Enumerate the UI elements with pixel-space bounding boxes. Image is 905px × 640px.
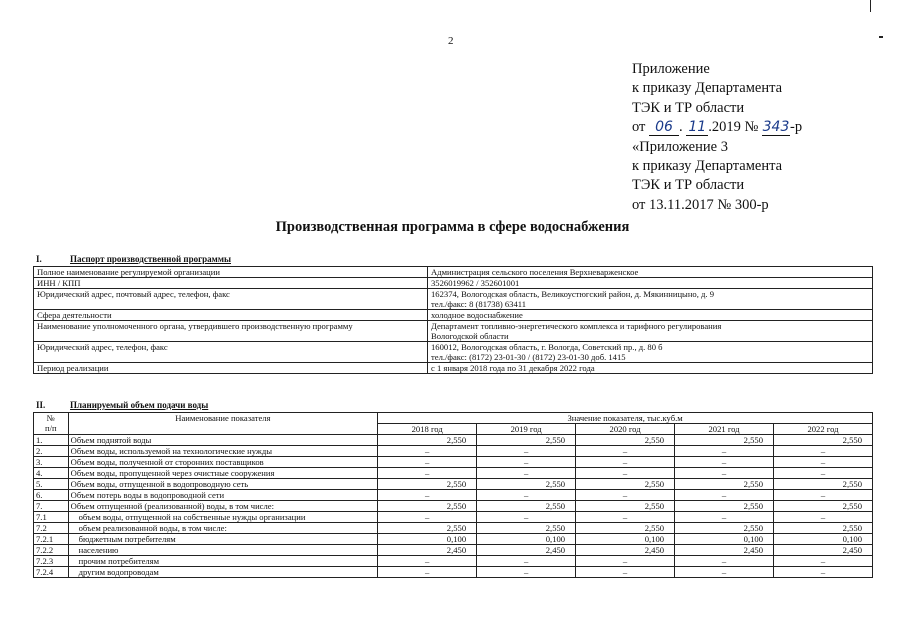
section-1-heading [36, 254, 231, 264]
passport-value-cell [428, 321, 873, 342]
row-name: Объем потерь воды в водопроводной сети [70, 490, 225, 500]
section-2-heading [36, 400, 208, 410]
date-month-handwritten: 11 [686, 120, 708, 136]
row-number: 7.2.3 [34, 556, 69, 567]
row-value: 2,450 [774, 545, 873, 556]
header-row-1 [34, 413, 873, 424]
header-num-2: п/п [45, 423, 57, 433]
date-prefix: от [632, 119, 646, 136]
row-name-cell [68, 512, 378, 523]
row-number: 4. [34, 468, 69, 479]
row-name-cell [68, 545, 378, 556]
row-value: – [477, 468, 576, 479]
row-value: – [378, 567, 477, 578]
row-name: бюджетным потребителям [78, 534, 176, 544]
row-value: 2,550 [378, 501, 477, 512]
row-value: – [576, 446, 675, 457]
order-number-handwritten: 343 [762, 119, 790, 136]
row-value: – [477, 457, 576, 468]
appendix-line-8: от 13.11.2017 № 300-р [632, 196, 769, 213]
row-value: – [675, 446, 774, 457]
row-value: 2,550 [675, 479, 774, 490]
row-value: – [576, 512, 675, 523]
row-name-cell [68, 501, 378, 512]
page-number: 2 [448, 35, 454, 47]
row-value: 2,550 [378, 523, 477, 534]
passport-value-cell [428, 267, 873, 278]
row-value: 0,100 [675, 534, 774, 545]
row-number: 1. [34, 435, 69, 446]
header-num: № [46, 413, 55, 423]
row-name: Объем поднятой воды [70, 435, 152, 445]
row-value: 2,550 [477, 435, 576, 446]
row-value: 2,550 [576, 435, 675, 446]
document-title: Производственная программа в сфере водоснабжения [275, 219, 630, 235]
row-number: 2. [34, 446, 69, 457]
row-value: 2,550 [378, 435, 477, 446]
row-number: 7.2.2 [34, 545, 69, 556]
passport-value: Департамент топливно-энергетического комплекса и тарифного регулирования [431, 321, 722, 331]
row-value: – [477, 567, 576, 578]
appendix-line-6: к приказу Департамента [632, 158, 783, 175]
table-row [34, 435, 873, 446]
row-value: 2,450 [576, 545, 675, 556]
water-volume-table [33, 412, 873, 578]
row-name: Объем воды, пропущенной через очистные сооружения [70, 468, 275, 478]
row-number: 7. [34, 501, 69, 512]
passport-value: 162374, Вологодская область, Великоустюгский район, д. Мякинницыно, д. 9 [431, 289, 714, 299]
row-name-cell [68, 446, 378, 457]
row-name: другим водопроводам [78, 567, 159, 577]
row-value: 0,100 [774, 534, 873, 545]
passport-row [34, 310, 873, 321]
row-value: 2,550 [675, 523, 774, 534]
row-name-cell [68, 468, 378, 479]
table-row [34, 567, 873, 578]
table-row [34, 501, 873, 512]
row-value: – [378, 468, 477, 479]
row-value: – [675, 468, 774, 479]
row-value: 2,550 [576, 479, 675, 490]
row-value: 2,550 [675, 435, 774, 446]
passport-label: ИНН / КПП [34, 278, 428, 289]
passport-label: Сфера деятельности [34, 310, 428, 321]
row-value: 2,550 [774, 479, 873, 490]
table-row [34, 545, 873, 556]
passport-label: Наименование уполномоченного органа, утвердившего производственную программу [34, 321, 428, 342]
date-year: .2019 № [708, 119, 759, 136]
table-row [34, 446, 873, 457]
passport-value: 160012, Вологодская область, г. Вологда, Советский пр., д. 80 б [431, 342, 663, 352]
row-value: – [378, 556, 477, 567]
row-value: 2,550 [675, 501, 774, 512]
row-value: 2,550 [576, 523, 675, 534]
row-name: Объем воды, отпущенной в водопроводную сеть [70, 479, 249, 489]
passport-value: с 1 января 2018 года по 31 декабря 2022 года [431, 363, 595, 373]
row-value: – [576, 468, 675, 479]
table-row [34, 457, 873, 468]
passport-row [34, 363, 873, 374]
row-value: – [576, 490, 675, 501]
row-value: – [576, 556, 675, 567]
row-value: 0,100 [378, 534, 477, 545]
row-name-cell [68, 567, 378, 578]
header-value: Значение показателя, тыс.куб.м [378, 413, 873, 424]
passport-value-cell [428, 310, 873, 321]
corner-mark [870, 0, 871, 12]
passport-value: Администрация сельского поселения Верхневарженское [431, 267, 639, 277]
row-value: – [378, 457, 477, 468]
passport-value-line-2: тел./факс: 8 (81738) 63411 [431, 299, 527, 309]
table-row [34, 512, 873, 523]
header-num-cell [34, 413, 69, 435]
row-name: населению [78, 545, 119, 555]
row-value: 2,550 [378, 479, 477, 490]
row-value: – [378, 446, 477, 457]
row-value: – [378, 490, 477, 501]
passport-table [33, 266, 873, 374]
row-value: 2,550 [477, 501, 576, 512]
row-value: – [675, 556, 774, 567]
row-value: – [576, 567, 675, 578]
row-value: – [774, 512, 873, 523]
passport-row [34, 278, 873, 289]
passport-value: холодное водоснабжение [431, 310, 523, 320]
passport-value-line-2: тел./факс: (8172) 23-01-30 / (8172) 23-01-30 доб. 1415 [431, 352, 626, 362]
row-name-cell [68, 490, 378, 501]
year-header: 2018 год [378, 424, 477, 435]
table-row [34, 479, 873, 490]
row-number: 5. [34, 479, 69, 490]
row-value: – [675, 512, 774, 523]
year-header: 2020 год [576, 424, 675, 435]
passport-value-cell [428, 363, 873, 374]
row-value: 2,550 [576, 501, 675, 512]
passport-label: Юридический адрес, телефон, факс [34, 342, 428, 363]
row-name: Объем воды, используемой на технологические нужды [70, 446, 272, 456]
row-value: 2,550 [774, 523, 873, 534]
row-value: – [774, 567, 873, 578]
row-value: – [675, 457, 774, 468]
row-value: – [774, 556, 873, 567]
row-value: – [477, 490, 576, 501]
row-name-cell [68, 523, 378, 534]
passport-label: Полное наименование регулируемой организации [34, 267, 428, 278]
row-name-cell [68, 534, 378, 545]
appendix-line-5: «Приложение 3 [632, 138, 728, 155]
row-value: 2,550 [477, 479, 576, 490]
appendix-line-7: ТЭК и ТР области [632, 177, 745, 194]
section-1-number: I. [36, 254, 42, 264]
year-header: 2022 год [774, 424, 873, 435]
row-value: – [576, 457, 675, 468]
row-value: 2,450 [378, 545, 477, 556]
section-2-title: Планируемый объем подачи воды [70, 400, 209, 410]
row-name-cell [68, 457, 378, 468]
row-name: объем реализованной воды, в том числе: [78, 523, 227, 533]
row-number: 3. [34, 457, 69, 468]
row-value: – [774, 468, 873, 479]
date-sep: . [679, 119, 683, 136]
appendix-line-2: к приказу Департамента [632, 80, 783, 97]
passport-label: Юридический адрес, почтовый адрес, телефон, факс [34, 289, 428, 310]
row-name: Объем воды, полученной от сторонних поставщиков [70, 457, 264, 467]
year-header: 2021 год [675, 424, 774, 435]
row-value: 2,550 [774, 501, 873, 512]
row-value: – [477, 512, 576, 523]
row-name: прочим потребителям [78, 556, 160, 566]
row-name-cell [68, 435, 378, 446]
passport-row [34, 342, 873, 363]
passport-value: 3526019962 / 352601001 [431, 278, 520, 288]
passport-value-cell [428, 289, 873, 310]
row-value: – [477, 556, 576, 567]
row-value: – [378, 512, 477, 523]
corner-dot [879, 36, 883, 38]
row-value: – [774, 457, 873, 468]
year-header: 2019 год [477, 424, 576, 435]
table-row [34, 556, 873, 567]
row-value: 2,550 [774, 435, 873, 446]
row-number: 7.2 [34, 523, 69, 534]
order-suffix: -р [790, 119, 803, 136]
section-2-number: II. [36, 400, 46, 410]
passport-label: Период реализации [34, 363, 428, 374]
row-value: 2,550 [477, 523, 576, 534]
passport-value-line-2: Вологодской области [431, 331, 509, 341]
table-row [34, 534, 873, 545]
row-value: – [675, 490, 774, 501]
table-row [34, 523, 873, 534]
appendix-line-3: ТЭК и ТР области [632, 99, 745, 116]
row-value: 2,450 [675, 545, 774, 556]
row-value: – [774, 446, 873, 457]
header-name: Наименование показателя [68, 413, 378, 435]
row-value: – [477, 446, 576, 457]
appendix-line-1: Приложение [632, 61, 710, 77]
passport-value-cell [428, 278, 873, 289]
passport-value-cell [428, 342, 873, 363]
passport-row [34, 267, 873, 278]
row-number: 7.2.1 [34, 534, 69, 545]
appendix-block [632, 60, 802, 215]
row-number: 7.1 [34, 512, 69, 523]
row-name-cell [68, 556, 378, 567]
row-value: – [774, 490, 873, 501]
date-day-handwritten: 06 [649, 120, 679, 136]
passport-row [34, 321, 873, 342]
table-row [34, 468, 873, 479]
passport-row [34, 289, 873, 310]
row-name: объем воды, отпущенной на собственные нужды организации [78, 512, 306, 522]
row-name: Объем отпущенной (реализованной) воды, в том числе: [70, 501, 274, 511]
section-1-title: Паспорт производственной программы [70, 254, 231, 264]
appendix-date-line [632, 118, 802, 137]
row-number: 7.2.4 [34, 567, 69, 578]
table-row [34, 490, 873, 501]
row-number: 6. [34, 490, 69, 501]
row-value: 0,100 [576, 534, 675, 545]
row-name-cell [68, 479, 378, 490]
row-value: 0,100 [477, 534, 576, 545]
row-value: 2,450 [477, 545, 576, 556]
row-value: – [675, 567, 774, 578]
